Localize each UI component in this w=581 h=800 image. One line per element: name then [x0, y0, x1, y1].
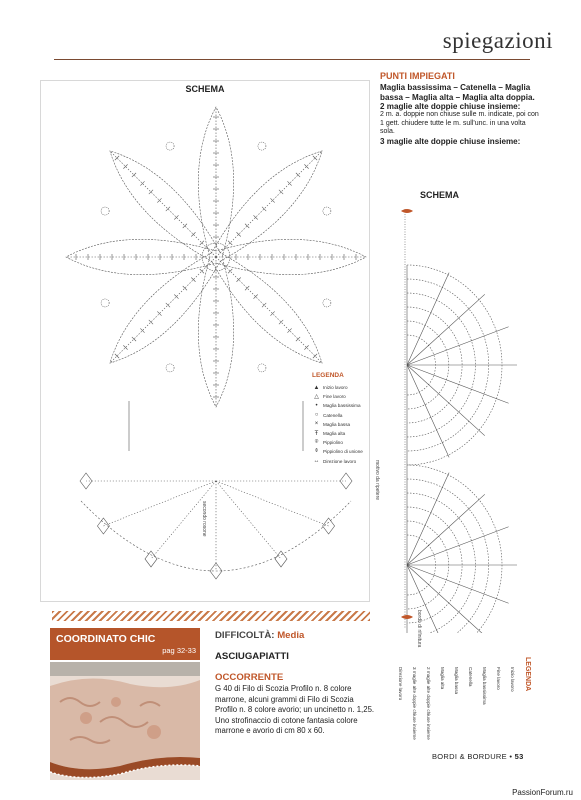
border-diagram	[383, 205, 531, 633]
hatch-divider	[52, 611, 370, 621]
main-schema	[40, 80, 370, 602]
legend-side-item: Direzione lavoro	[398, 667, 403, 701]
legend-label: Fine lavoro	[323, 394, 346, 400]
project-info	[215, 630, 375, 737]
legend-symbol: ×	[314, 421, 319, 428]
legend-label: Maglia bassissima	[323, 403, 361, 409]
legend-label: Catenella	[323, 412, 343, 418]
legend-main-item	[312, 447, 392, 456]
legend-symbol: •	[315, 402, 318, 409]
punti-sub1-text: 2 m. a. doppie non chiuse sulle m. indicate, poi con 1 gett. chiudere tutte le m. sull'unc. in una volta sola.	[380, 111, 539, 136]
difficulty	[215, 630, 375, 641]
legend-main	[312, 372, 392, 466]
legend-side-item: Inizio lavoro	[510, 667, 515, 692]
legend-main-item	[312, 401, 392, 410]
side-schema-label: SCHEMA	[420, 190, 460, 200]
punti-impiegati	[380, 72, 540, 146]
punti-heading: PUNTI IMPIEGATI	[380, 71, 455, 81]
fold-label: bordo di rifinitura	[416, 610, 422, 648]
occorrente-heading: OCCORRENTE	[215, 672, 284, 683]
legend-symbol: ○	[314, 412, 319, 419]
legend-side-item: Catenella	[468, 667, 473, 687]
legend-main-title: LEGENDA	[312, 372, 344, 379]
page-footer	[432, 752, 524, 761]
legend-label: Inizio lavoro	[323, 385, 348, 391]
watermark: PassionForum.ru	[512, 788, 573, 797]
product-photo	[50, 662, 200, 780]
difficulty-value: Media	[277, 630, 305, 641]
coordinato-title: COORDINATO CHIC	[56, 633, 156, 645]
magazine-name: BORDI & BORDURE	[432, 752, 507, 761]
project-title: ASCIUGAPIATTI	[215, 651, 289, 662]
main-schema-label: SCHEMA	[185, 84, 225, 94]
legend-symbol: ⌾	[314, 439, 319, 446]
coordinato-box	[50, 628, 200, 660]
page-number: 53	[514, 752, 524, 761]
legend-side-item: Maglia bassa	[454, 667, 459, 695]
legend-label: Direzione lavoro	[323, 458, 357, 464]
legend-main-item	[312, 438, 392, 447]
punti-sub2-title: 3 maglie alte doppie chiuse insieme:	[380, 136, 521, 146]
legend-main-item	[312, 420, 392, 429]
legend-label: Pippiolino	[323, 440, 343, 446]
legend-symbol: Ŧ	[314, 430, 319, 437]
legend-main-item	[312, 457, 392, 466]
legend-side-title: LEGENDA	[524, 657, 531, 692]
footer-separator: •	[509, 752, 513, 761]
legend-main-item	[312, 392, 392, 401]
center-label: secondo rosone	[201, 501, 207, 537]
legend-side-item: 2 maglie alte doppie chiuse insieme	[426, 667, 431, 740]
difficulty-label: DIFFICOLTÀ:	[215, 630, 275, 641]
legend-main-item	[312, 383, 392, 392]
coordinato-page-ref: pag 32-33	[162, 646, 196, 655]
legend-side-item: Maglia alta	[440, 667, 445, 690]
legend-label: Maglia alta	[323, 431, 346, 437]
legend-symbol: △	[314, 394, 319, 401]
legend-symbol: ▲	[313, 384, 320, 391]
punti-sub1-title: 2 maglie alte doppie chiuse insieme:	[380, 101, 521, 111]
legend-side-item: 3 maglie alte doppie chiuse insieme	[412, 667, 417, 740]
legend-side-item: Maglia bassissima	[482, 667, 487, 705]
legend-symbol: ↔	[313, 458, 320, 465]
legend-main-item	[312, 429, 392, 438]
legend-side	[383, 655, 533, 751]
legend-main-item	[312, 411, 392, 420]
legend-symbol: ⌽	[314, 448, 319, 455]
header-rule	[54, 59, 530, 60]
occorrente-text: G 40 di Filo di Scozia Profilo n. 8 colore marrone, alcuni grammi di Filo di Scozia Profilo n. 8 colore avorio; un uncinetto n. 1,25. Uno strofinaccio di cotone fantasia colore marrone e avorio di cm 80 x 60.	[215, 684, 375, 736]
punti-stitches: Maglia bassissima – Catenella – Maglia bassa – Maglia alta – Maglia alta doppia.	[380, 83, 535, 102]
legend-side-item: Fine lavoro	[496, 667, 501, 690]
legend-label: Maglia bassa	[323, 421, 351, 427]
section-title: spiegazioni	[442, 28, 553, 53]
legend-label: Pippiolino di unione	[323, 449, 363, 455]
repeat-label: motivo da ripetere	[374, 460, 380, 501]
